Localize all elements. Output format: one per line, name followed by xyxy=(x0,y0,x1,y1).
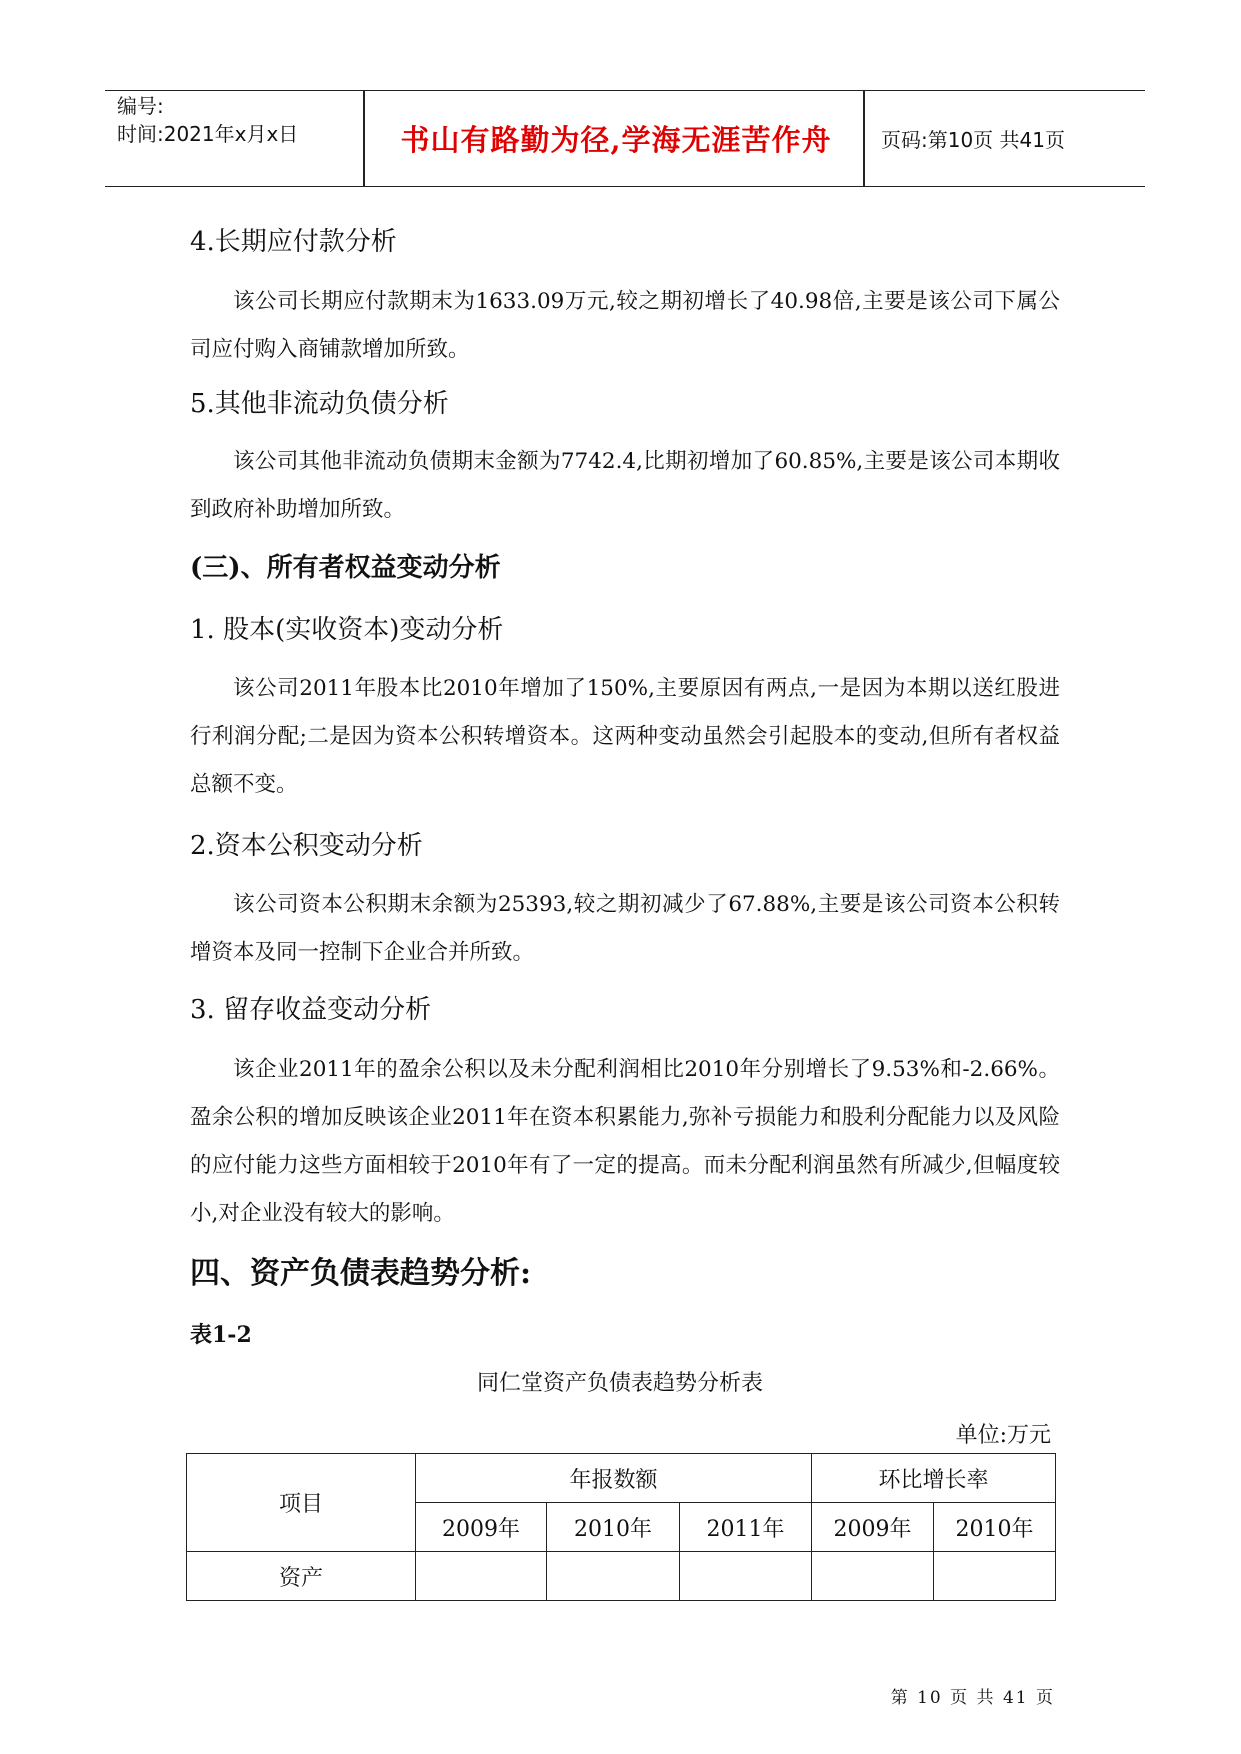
table-cell xyxy=(934,1552,1056,1601)
page-header xyxy=(105,90,1145,187)
paragraph: 该公司资本公积期末余额为25393,较之期初减少了67.88%,主要是该公司资本公积转增资本及同一控制下企业合并所致。 xyxy=(190,892,1060,965)
header-cell: 项目 xyxy=(187,1454,416,1552)
paragraph: 该公司2011年股本比2010年增加了150%,主要原因有两点,一是因为本期以送红股进行利润分配;二是因为资本公积转增资本。这两种变动虽然会引起股本的变动,但所有者权益总额不变。 xyxy=(190,676,1060,797)
section-title: 1. 股本(实收资本)变动分析 xyxy=(190,615,504,645)
header-cell: 2010年 xyxy=(547,1503,680,1552)
header-motto: 书山有路勤为径,学海无涯苦作舟 xyxy=(400,123,832,157)
table-row xyxy=(187,1552,1056,1601)
table-cell xyxy=(547,1552,680,1601)
section-title: 4.长期应付款分析 xyxy=(190,227,397,257)
table-cell xyxy=(680,1552,812,1601)
table-header-row xyxy=(187,1454,1056,1503)
table-cell xyxy=(812,1552,934,1601)
table-unit: 单位:万元 xyxy=(955,1423,1051,1448)
number-label: 编号: xyxy=(117,94,164,118)
header-divider xyxy=(363,91,365,186)
header-cell: 2009年 xyxy=(416,1503,547,1552)
trend-table xyxy=(186,1453,1056,1601)
part-title: (三)、所有者权益变动分析 xyxy=(190,553,501,583)
paragraph: 该公司其他非流动负债期末金额为7742.4,比期初增加了60.85%,主要是该公司本期收到政府补助增加所致。 xyxy=(190,449,1060,522)
part-title: 四、资产负债表趋势分析: xyxy=(190,1256,532,1291)
section-title: 2.资本公积变动分析 xyxy=(190,831,423,861)
paragraph: 该公司长期应付款期末为1633.09万元,较之期初增长了40.98倍,主要是该公司下属公司应付购入商铺款增加所致。 xyxy=(190,289,1060,362)
header-cell: 环比增长率 xyxy=(812,1454,1056,1503)
page-footer: 第 10 页 共 41 页 xyxy=(890,1688,1055,1708)
header-cell: 年报数额 xyxy=(416,1454,812,1503)
header-page-info: 页码:第10页 共41页 xyxy=(881,128,1065,152)
row-label: 资产 xyxy=(187,1552,416,1601)
section-title: 5.其他非流动负债分析 xyxy=(190,389,449,419)
section-title: 3. 留存收益变动分析 xyxy=(190,995,432,1025)
paragraph: 该企业2011年的盈余公积以及未分配利润相比2010年分别增长了9.53%和-2.66%。盈余公积的增加反映该企业2011年在资本积累能力,弥补亏损能力和股利分配能力以及风险的应付能力这些方面相较于2010年有了一定的提高。而未分配利润虽然有所减少,但幅度较小,对企业没有较大的影响。 xyxy=(190,1057,1060,1226)
table-cell xyxy=(416,1552,547,1601)
table-label: 表1-2 xyxy=(190,1322,252,1348)
time-label: 时间:2021年x月x日 xyxy=(117,122,299,146)
header-cell: 2010年 xyxy=(934,1503,1056,1552)
header-cell: 2009年 xyxy=(812,1503,934,1552)
header-meta xyxy=(117,91,367,186)
header-divider xyxy=(863,91,865,186)
header-cell: 2011年 xyxy=(680,1503,812,1552)
table-caption: 同仁堂资产负债表趋势分析表 xyxy=(476,1371,763,1396)
